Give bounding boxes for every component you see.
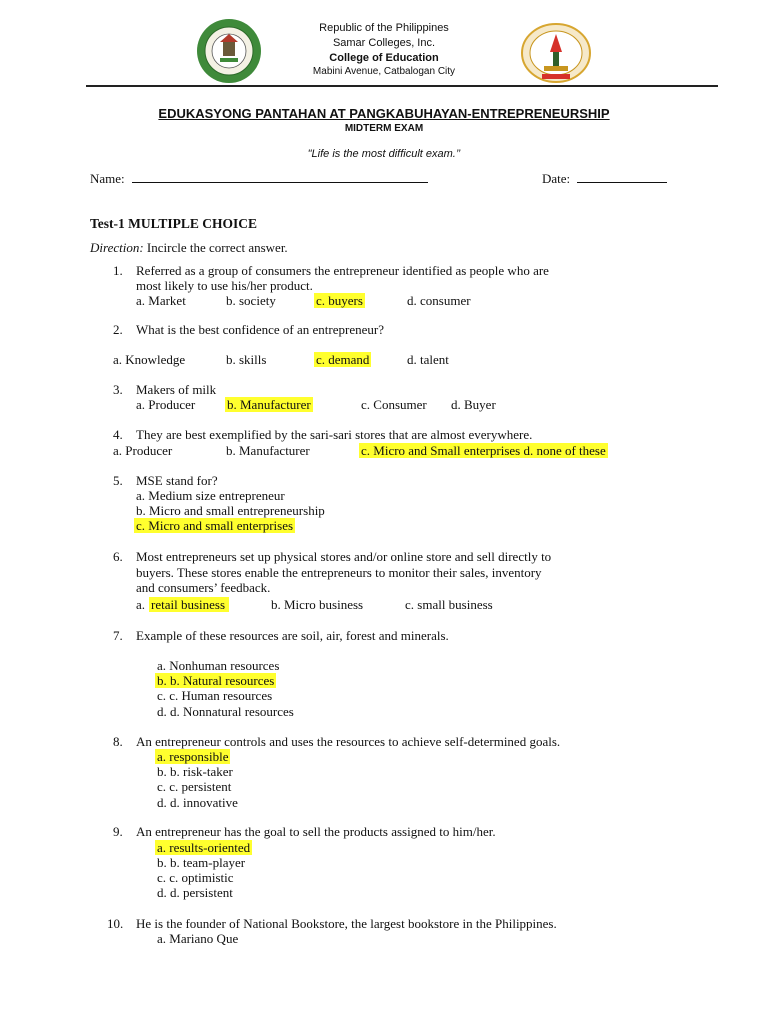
choice-d[interactable]: d. d. innovative — [157, 795, 238, 810]
choice-c[interactable]: c. c. optimistic — [157, 870, 234, 885]
question-text: MSE stand for? — [136, 473, 218, 488]
question-number: 8. — [113, 734, 123, 749]
choice-b[interactable]: b. b. team-player — [157, 855, 246, 870]
question-text: most likely to use his/her product. — [136, 278, 313, 293]
choice-c-answer[interactable]: c. buyers — [316, 293, 363, 308]
choice-d[interactable]: d. Buyer — [451, 397, 496, 412]
choice-c-answer[interactable]: c. Micro and small enterprises — [136, 518, 294, 533]
choice-a[interactable]: a. Producer — [113, 443, 173, 458]
question-text: What is the best confidence of an entrepreneur? — [136, 322, 384, 337]
name-label: Name: — [90, 171, 125, 186]
direction-text: Incircle the correct answer. — [146, 240, 288, 255]
choice-a[interactable]: a. Market — [136, 293, 186, 308]
question-text: Makers of milk — [136, 382, 217, 397]
question-text: He is the founder of National Bookstore, the largest bookstore in the Philippines. — [136, 916, 557, 931]
choice-b[interactable]: b. Micro and small entrepreneurship — [136, 503, 325, 518]
choice-a-answer[interactable]: retail business — [149, 597, 229, 612]
choice-a-prefix: a. — [136, 597, 146, 612]
question-text: buyers. These stores enable the entrepreneurs to monitor their sales, inventory — [136, 565, 542, 580]
choice-b-answer[interactable]: b. b. Natural resources — [157, 673, 275, 688]
choice-a[interactable]: a. Knowledge — [113, 352, 186, 367]
direction — [90, 240, 288, 256]
question-number: 5. — [113, 473, 123, 488]
question-number: 7. — [113, 628, 123, 643]
exam-quote: "Life is the most difficult exam.’’ — [307, 148, 461, 160]
choice-d[interactable]: d. talent — [407, 352, 449, 367]
choice-d[interactable]: d. d. Nonnatural resources — [157, 704, 294, 719]
question-number: 6. — [113, 549, 123, 564]
question-text: An entrepreneur controls and uses the resources to achieve self-determined goals. — [136, 734, 561, 749]
header-address: Mabini Avenue, Catbalogan City — [312, 66, 456, 77]
choice-a-answer[interactable]: a. results-oriented — [157, 840, 251, 855]
question-text: Example of these resources are soil, air, forest and minerals. — [136, 628, 449, 643]
header-college: College of Education — [329, 52, 439, 64]
choice-a[interactable]: a. Mariano Que — [157, 931, 239, 946]
question-number: 2. — [113, 322, 123, 337]
choice-b[interactable]: b. Manufacturer — [226, 443, 310, 458]
choice-c[interactable]: c. c. persistent — [157, 779, 232, 794]
date-field[interactable] — [577, 171, 667, 183]
question-text: and consumers’ feedback. — [136, 580, 271, 595]
choice-d[interactable]: d. d. persistent — [157, 885, 233, 900]
question-text: Most entrepreneurs set up physical stores and/or online store and sell directly to — [136, 549, 552, 564]
choice-a[interactable]: a. Medium size entrepreneur — [136, 488, 285, 503]
choice-a[interactable]: a. Producer — [136, 397, 196, 412]
question-number: 1. — [113, 263, 123, 278]
choice-c[interactable]: c. small business — [405, 597, 493, 612]
date-label: Date: — [542, 171, 571, 186]
choice-b[interactable]: b. skills — [226, 352, 267, 367]
choice-c[interactable]: c. c. Human resources — [157, 688, 273, 703]
name-row — [90, 171, 428, 187]
question-number: 3. — [113, 382, 123, 397]
question-number: 4. — [113, 427, 123, 442]
header-republic: Republic of the Philippines — [319, 22, 449, 34]
exam-subtitle: MIDTERM EXAM — [344, 123, 424, 134]
name-field[interactable] — [132, 171, 428, 183]
question-text: They are best exemplified by the sari-sari stores that are almost everywhere. — [136, 427, 533, 442]
date-row — [542, 171, 667, 187]
choice-b[interactable]: b. Micro business — [271, 597, 364, 612]
test-title: Test-1 MULTIPLE CHOICE — [90, 216, 258, 231]
header-divider — [86, 85, 718, 87]
exam-title: EDUKASYONG PANTAHAN AT PANGKABUHAYAN-ENTREPRENEURSHIP — [158, 106, 610, 121]
choice-a[interactable]: a. Nonhuman resources — [157, 658, 280, 673]
choice-b[interactable]: b. society — [226, 293, 276, 308]
choice-d[interactable]: d. consumer — [407, 293, 471, 308]
question-number: 9. — [113, 824, 123, 839]
choice-c-answer[interactable]: c. demand — [316, 352, 370, 367]
direction-label: Direction: — [90, 240, 144, 255]
choice-b-answer[interactable]: b. Manufacturer — [227, 397, 311, 412]
question-text: Referred as a group of consumers the entrepreneur identified as people who are — [136, 263, 549, 278]
choice-a-answer[interactable]: a. responsible — [157, 749, 229, 764]
question-text: An entrepreneur has the goal to sell the products assigned to him/her. — [136, 824, 496, 839]
question-number: 10. — [107, 916, 124, 931]
choice-b[interactable]: b. b. risk-taker — [157, 764, 233, 779]
choice-c-d-answer[interactable]: c. Micro and Small enterprises d. none of these — [361, 443, 606, 458]
header-school: Samar Colleges, Inc. — [332, 37, 436, 49]
choice-c[interactable]: c. Consumer — [361, 397, 427, 412]
